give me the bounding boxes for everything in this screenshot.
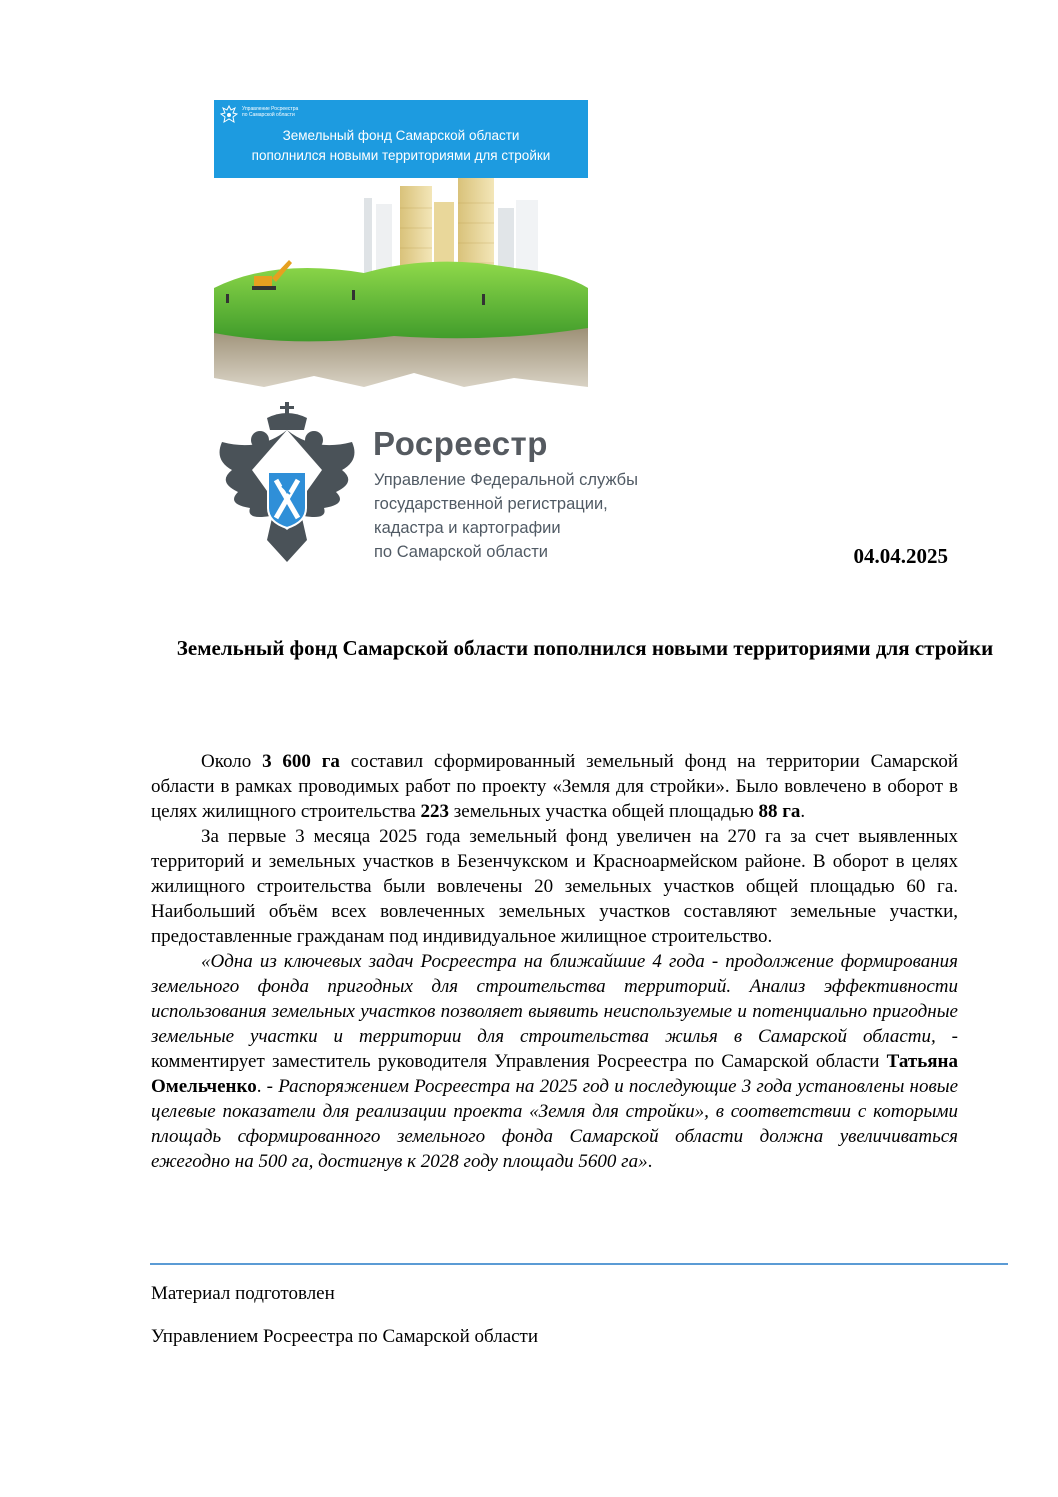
banner-org-line2: по Самарской области	[242, 112, 295, 118]
banner-org-line1: Управление Росреестра	[242, 106, 299, 112]
publication-date: 04.04.2025	[853, 544, 948, 568]
p1-bold-area: 3 600 га	[262, 751, 340, 772]
logo-line-4: по Самарской области	[374, 543, 549, 561]
p3-text-3: .	[647, 1151, 653, 1172]
p3-text-2: . -	[256, 1076, 279, 1097]
divider-line	[150, 1263, 1008, 1265]
logo-subtitle	[374, 468, 704, 564]
p1-bold-area-2: 88 га	[758, 801, 801, 822]
p3-quote-1: «Одна из ключевых задач Росреестра на ближайшие 4 года - продолжение формирования земельного фонда пригодных для строительства территорий. Анализ эффективности использования земельных участков позволяет выявить неиспользуемые и потенциально пригодные земельные участки и территории для строительства жилья в Самарской области,	[151, 951, 958, 1047]
double-headed-eagle-icon	[212, 400, 362, 565]
p1-text-4: .	[800, 801, 806, 822]
banner-title-line2: пополнился новыми территориями для стройки	[251, 148, 551, 163]
p3-text-1: - комментирует заместитель руководителя Управления Росреестра по Самарской области	[151, 1026, 959, 1072]
banner-title	[234, 126, 568, 166]
p1-text-3: земельных участка общей площадью	[449, 801, 759, 822]
banner-title-line1: Земельный фонд Самарской области	[282, 128, 520, 143]
footer-line-2: Управлением Росреестра по Самарской области	[151, 1326, 539, 1347]
p1-bold-count: 223	[420, 801, 450, 822]
logo-line-1: Управление Федеральной службы	[374, 471, 638, 489]
banner-header	[214, 100, 588, 178]
p3-quote-2: Распоряжением Росреестра на 2025 год и последующие 3 года установлены новые целевые показатели для реализации проекта «Земля для стройки», в соответствии с которыми площадь сформированного земельного фонда Самарской области должна увеличиваться ежегодно на 500 га, достигнув к 2028 году площади 5600 га»	[151, 1076, 959, 1172]
article-body	[151, 749, 958, 1174]
banner-image	[214, 100, 588, 387]
paragraph-3	[151, 949, 958, 1174]
eagle-emblem-icon	[220, 104, 238, 126]
p3-person-name: Татьяна Омельченко	[151, 1051, 958, 1097]
logo-line-3: кадастра и картографии	[374, 519, 561, 537]
footer-line-1: Материал подготовлен	[151, 1283, 335, 1304]
logo-name: Росреестр	[373, 425, 548, 462]
paragraph-2: За первые 3 месяца 2025 года земельный фонд увеличен на 270 га за счет выявленных территорий и земельных участков в Безенчукском и Красноармейском районе. В оборот в целях жилищного строительства были вовлечены 20 земельных участков общей площадью 60 га. Наибольший объём всех вовлеченных земельных участков составляют земельные участки, предоставленные гражданам под индивидуальное жилищное строительство.	[151, 826, 958, 947]
article-title: Земельный фонд Самарской области пополнился новыми территориями для стройки	[176, 636, 994, 660]
floating-island-illustration	[214, 178, 588, 387]
p1-text-2: составил сформированный земельный фонд на территории Самарской области в рамках проводимых работ по проекту «Земля для стройки». Было вовлечено в оборот в целях жилищного строительства	[151, 751, 958, 822]
logo-line-2: государственной регистрации,	[374, 495, 608, 513]
banner-org-name	[242, 106, 362, 118]
paragraph-1	[151, 749, 958, 824]
p1-text-1: Около	[201, 751, 263, 772]
